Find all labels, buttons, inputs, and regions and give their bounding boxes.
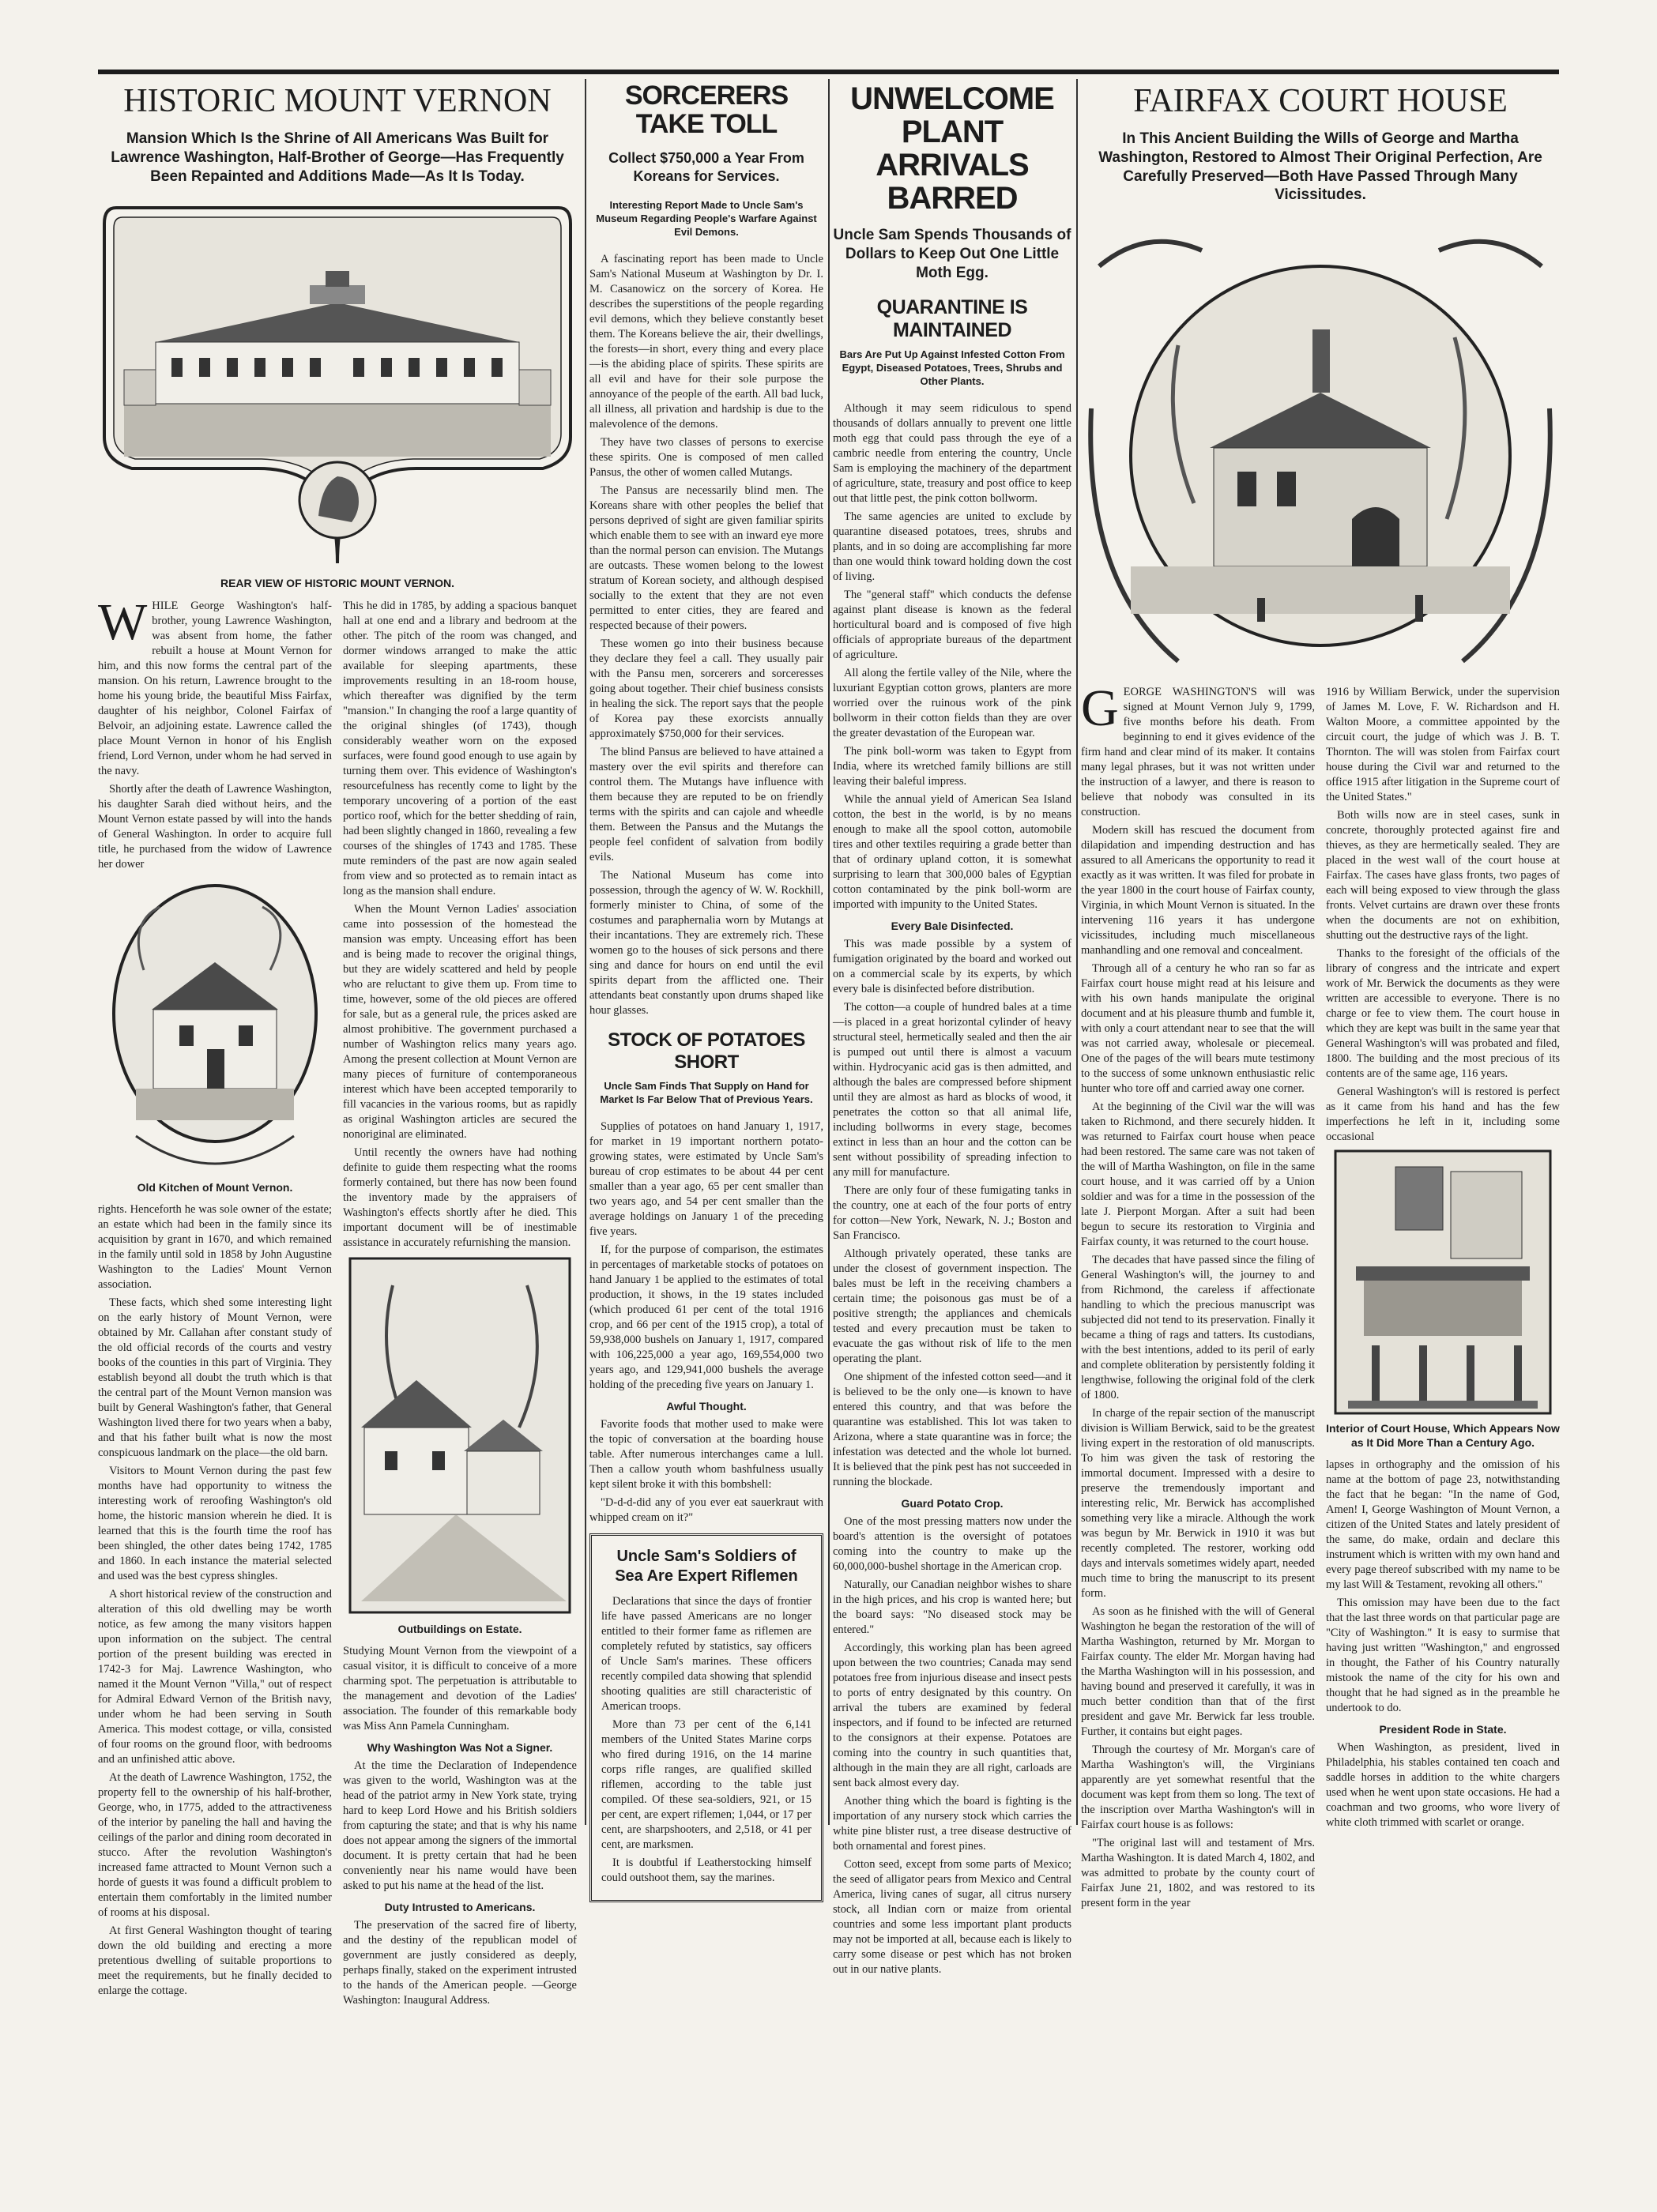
deck: Mansion Which Is the Shrine of All Americans Was Built for Lawrence Washington, Half-Brother of George—Has Frequently Been Repainted and Additions Made—As It Is Today.	[111, 130, 564, 185]
article-plant-quarantine	[833, 79, 1071, 1976]
paragraph: HILE George Washington's half-brother, young Lawrence Washington, was absent from home, the father rebuilt a house at Mount Vernon for him, and this now forms the central part of the mansion. On his return, Lawrence brought to the home his young bride, the beautiful Miss Fairfax, daughter of his neighbor, Colonel Fairfax of Belvoir, an adjoining estate. Lawrence called the place Mount Vernon in honor of his English friend, Lord Vernon, under whom he had served in the navy.	[98, 599, 332, 777]
paragraph: lapses in orthography and the omission of his name at the bottom of page 23, notwithstanding the fact that he began: "In the name of God, Amen! I, George Washington of Mount Vernon, a citizen of the United States and lately president of the same, do make, ordain and declare this instrument which is written with my own hand and every page thereof subscribed with my name to be my last Will & Testament, revoking all others."	[1326, 1458, 1560, 1592]
text-column-left	[98, 592, 332, 2011]
paragraph: A short historical review of the construction and alteration of this old dwelling may be worth notice, as few among the many visitors happen upon information on the subject. The central portion of the present building was erected in 1742-3 for Maj. Lawrence Washington, who named it the Mount Vernon "Villa," out of respect for Admiral Edward Vernon of the British navy, under whom he had been serving in South America. This modest cottage, or villa, consisted of four rooms on the ground floor, with bedrooms and an unfinished attic above.	[98, 1587, 332, 1766]
paragraph: A fascinating report has been made to Uncle Sam's National Museum at Washington by Dr. I. M. Casanowicz on the sorcery of Korea. He describes the superstitions of the people regarding evil demons, which they believe constantly beset them. The Koreans believe the air, their dwellings, the forests—in short, every thing and every place—is the abiding place of spirits. These spirits are all evil and have for their sole purpose the annoyance of the people of the earth. All bad luck, all illness, all privation and hardship is due to the malevolence of the demons.	[589, 253, 823, 431]
caption: Interior of Court House, Which Appears Now as It Did More Than a Century Ago.	[1326, 1422, 1560, 1450]
paragraph: Until recently the owners have had nothing definite to guide them respecting what the rooms formerly contained, but there has now been found the inventory made by the appraisers of Washington's effects shortly after he died. This important document will be of inestimable assistance in accurately refurnishing the mansion.	[343, 1146, 577, 1249]
paragraph: The "general staff" which conducts the defense against plant disease is known as the federal horticultural board and is composed of five high officials of appropriate bureaus of the department of agriculture.	[833, 588, 1071, 661]
paragraph: As soon as he finished with the will of General Washington he began the restoration of the will of Martha Washington, returned by Mr. Morgan to Fairfax county. The elder Mr. Morgan having had the Martha Washington will in his possession, and having bound and preserved it carefully, it was in much better condition than that of the first president and gave Mr. Berwick far less trouble. Further, it contains but eight pages.	[1081, 1605, 1315, 1739]
text-column-right	[343, 599, 577, 2011]
paragraph: The blind Pansus are believed to have attained a mastery over the evil spirits and therefore can control them. The Mutangs have influence with them because they are reputed to be on friendly terms with the spirits and can cajole and wheedle them. Between the Pansus and the Mutangs the people feel confident of salvation from bodily evils.	[589, 746, 823, 864]
paragraph: If, for the purpose of comparison, the estimates in percentages of marketable stocks of potatoes on hand January 1 be applied to the estimates of total production, it shows, in the 19 states included (which produced 61 per cent of the total 1916 crop, and 66 per cent of the 1915 crop), a total of 59,938,000 bushels on January 1, 1917, compared with 106,225,000 a year ago, 169,554,000 two years ago, and 129,941,000 bushels the average holding of the preceding five years on January 1.	[589, 1243, 823, 1391]
paragraph: Through the courtesy of Mr. Morgan's care of Martha Washington's will, the Virginians apparently are yet somewhat resentful that the document was kept from them so long. The text of the inscription over Martha Washington's will in Fairfax court house is as follows:	[1081, 1744, 1315, 1832]
paragraph: In charge of the repair section of the manuscript division is William Berwick, said to be the greatest living expert in the restoration of old manuscripts. To him was given the task of restoring the immortal document. Impressed with a desire to preserve the tremendously important and interesting relic, Mr. Berwick has accomplished something very like a miracle. Although the work was begun by Mr. Berwick in 1910 it was but recently completed. The restorer, working odd days and intervals sometimes widely apart, needed much time to bring the manuscript to its present form.	[1081, 1407, 1315, 1601]
paragraph: There are only four of these fumigating tanks in the country, one at each of the four ports of entry for cotton—New York, Newark, N. J.; Boston and San Francisco.	[833, 1183, 1071, 1242]
column-rule	[585, 79, 586, 1825]
paragraph: General Washington's will is restored is perfect as it came from his hand and has the few imperfections he left in it, including some occasional	[1326, 1085, 1560, 1144]
paragraph: Another thing which the board is fighting is the importation of any nursery stock which carries the white pine blister rust, a tree disease destructive of both ornamental and forest pines.	[833, 1794, 1071, 1853]
paragraph: These women go into their business because they declare they feel a call. They usually pair with the Pansu men, sorcerers and sorceresses going about together. Their chief business consists in healing the sick. The report says that the people of Korea pay these exorcists annually approximately $750,000 for their services.	[589, 638, 823, 741]
paragraph: At the time the Declaration of Independence was given to the world, Washington was at the head of the patriot army in New York state, trying hard to keep Lord Howe and his British soldiers from capturing the state; and that is why his name does not appear among the signers of the immortal document. It is pretty certain that had he been conveniently near his name would have been asked to put his name at the head of the list.	[343, 1759, 577, 1892]
outbuildings-illustration	[345, 1254, 574, 1617]
subdeck: Bars Are Put Up Against Infested Cotton From Egypt, Diseased Potatoes, Trees, Shrubs and Other Plants.	[839, 348, 1065, 388]
subdeck: Interesting Report Made to Uncle Sam's Museum Regarding People's Warfare Against Evil Demons.	[596, 199, 817, 239]
paragraph: This omission may have been due to the fact that the last three words on that particular page are "City of Washington." It is easy to surmise that having just written "Washington," and engrossed in thought, the Father of his Country naturally mistook the name of the city for his own and thought that he had signed as in the preamble he undertook to do.	[1326, 1597, 1560, 1715]
headline: SORCERERS TAKE TOLL	[624, 81, 789, 139]
subhead: Guard Potato Crop.	[901, 1496, 1004, 1510]
deck: Uncle Sam Spends Thousands of Dollars to Keep Out One Little Moth Egg.	[833, 227, 1071, 281]
paragraph: Naturally, our Canadian neighbor wishes to share in the high prices, and his crop is wanted here; but the board says: "No diseased stock may be entered."	[833, 1578, 1071, 1636]
paragraph: It is doubtful if Leatherstocking himself could outshoot them, say the marines.	[601, 1856, 812, 1884]
caption: Old Kitchen of Mount Vernon.	[137, 1180, 293, 1194]
paragraph: Supplies of potatoes on hand January 1, 1917, for market in 19 important northern potato-growing states, were estimated by Uncle Sam's bureau of crop estimates to be about 44 per cent smaller than a year ago, 65 per cent smaller than two years ago, and 54 per cent smaller than the average holdings on January 1 of the preceding five years.	[589, 1119, 823, 1238]
headline: HISTORIC MOUNT VERNON	[123, 83, 552, 119]
paragraph: The preservation of the sacred fire of liberty, and the destiny of the republican model of government are justly considered as deeply, perhaps finally, staked on the experiment intrusted to the hands of the American people. —George Washington: Inaugural Address.	[343, 1918, 577, 2007]
paragraph: This he did in 1785, by adding a spacious banquet hall at one end and a library and bedroom at the other. The pitch of the room was changed, and dormer windows arranged to make the attic available for sleeping apartments, these improvements resulting in an 18-room house, which thereafter was dignified by the term "mansion." In changing the roof a large quantity of the original shingles (of 1743), though considerably weather worn on the exposed surfaces, were found good enough to use again by turning them over. This evidence of Washington's resourcefulness has recently come to light by the temporary uncovering of a portion of the east portico roof, which for the better shedding of rain, had been slightly changed in 1860, revealing a few courses of the shingles of 1743 and 1785. These mute reminders of the past are now again sealed from view and so protected as to remain intact as long as the mansion shall endure.	[343, 599, 577, 897]
caption: Outbuildings on Estate.	[397, 1622, 522, 1635]
paragraph: "D-d-d-did any of you ever eat sauerkraut with whipped cream on it?"	[589, 1495, 823, 1524]
paragraph: rights. Henceforth he was sole owner of the estate; an estate which had been in the family since its acquisition by grant in 1670, and which remained in the family until sold in 1858 by John Augustine Washington to the Ladies' Mount Vernon association.	[98, 1202, 332, 1291]
court-house-illustration	[1083, 219, 1557, 677]
paragraph: Although privately operated, these tanks are under the closest of government inspection. The bales must be left in the receiving chambers a certain time; the poisonous gas must be of a positive strength; the appliances and chemicals tested and every precaution must be taken to evacuate the gas without risk of life to the men operating the plant.	[833, 1247, 1071, 1365]
paragraph: When Washington, as president, lived in Philadelphia, his stables contained ten coach and saddle horses in addition to the white chargers used when he went upon state occasions. He had a coachman and two grooms, who wore livery of white cloth trimmed with scarlet or orange.	[1326, 1741, 1560, 1830]
paragraph: Accordingly, this working plan has been agreed upon between the two countries; Canada may send potatoes free from injurious disease and insect pests to ports of entry designated by this country. On arrival the tubers are examined by federal inspectors, and if found to be infected are returned to the consignors at their expense. Potatoes are coming into the country in such quantities that, although in the main they are all right, carloads are sent back almost every day.	[833, 1641, 1071, 1789]
paragraph: Favorite foods that mother used to make were the topic of conversation at the boarding house table. After numerous interchanges came a lull. Then a callow youth whom bashfulness usually kept silent broke it with this bombshell:	[589, 1417, 823, 1491]
paragraph: The cotton—a couple of hundred bales at a time—is placed in a great horizontal cylinder of heavy structural steel, hermetically sealed and then the air is pumped out until there is almost a vacuum within. Hydrocyanic acid gas is then admitted, and although the bales are compressed before shipment until they are almost as hard as blocks of wood, it penetrates the cotton so that all animal life, including bollworms in every stage, becomes extinct in less than an hour and the cotton can be sent without possibility of spreading infection to any mill for manufacture.	[833, 1000, 1071, 1179]
deck: Collect $750,000 a Year From Koreans for Services.	[608, 150, 804, 184]
paragraph: Through all of a century he who ran so far as Fairfax court house might read at his leisure and with his own hands manipulate the original document and at his pleasure thumb and fumble it, with only a court attendant near to see that the will was not carried away, wholesale or piecemeal. One of the pages of the will bears mute testimony to the success of some unknown enthusiastic relic hunter who tore off and carried away one corner.	[1081, 962, 1315, 1096]
column-rule	[1076, 79, 1078, 1825]
paragraph: Cotton seed, except from some parts of Mexico; the seed of alligator pears from Mexico and Central America, living canes of sugar, all citrus nursery stock, all Indian corn or maize from oriental countries and some less important plant products may not be imported at all, because each is likely to carry some disease or pest which has not broken out in our native plants.	[833, 1857, 1071, 1976]
article-mount-vernon	[98, 79, 577, 2007]
caption: REAR VIEW OF HISTORIC MOUNT VERNON.	[220, 577, 455, 590]
paragraph: They have two classes of persons to exercise these spirits. One is composed of men called Pansus, the other of women called Mutangs.	[589, 436, 823, 480]
paragraph: This was made possible by a system of fumigation originated by the board and worked out on a commercial scale by its experts, by which every bale is disinfected before distribution.	[833, 937, 1071, 995]
top-rule	[98, 70, 1559, 74]
paragraph: Although it may seem ridiculous to spend thousands of dollars annually to prevent one little moth egg that could pass through the eye of a cambric needle from entering the country, Uncle Sam is employing the machinery of the department of agriculture, state, treasury and post office to keep out that little pest, the pink cotton bollworm.	[833, 401, 1071, 505]
paragraph: One shipment of the infested cotton seed—and it is believed to be the only one—is known to have entered this country, and that was before the quarantine was established. This lot was taken to Arizona, where a state quarantine was in force; the infestation was detected and the whole lot burned. It is believed that the pink pest has not succeeded in running the blockade.	[833, 1370, 1071, 1488]
paragraph: EORGE WASHINGTON'S will was signed at Mount Vernon July 9, 1799, five months before his death. From beginning to end it gives evidence of the firm hand and clear mind of its maker. It contains many legal phrases, but it was not written under the instruction of a lawyer, and there is reason to believe that nobody was consulted in its construction.	[1081, 686, 1315, 819]
subhead: Awful Thought.	[666, 1399, 747, 1413]
article-fairfax	[1081, 79, 1560, 1910]
section-headline: STOCK OF POTATOES SHORT	[608, 1029, 805, 1074]
paragraph: At the death of Lawrence Washington, 1752, the property fell to the ownership of his half-brother, George, who, in 1775, added to the attractiveness of the interior by paneling the hall and having the ceilings of the parlor and dining room decorated in stucco. After the revolution Washington's increased fame attracted to Mount Vernon such a horde of guests it was found a difficult problem to entertain them comfortably in the limited number of rooms at his disposal.	[98, 1770, 332, 1919]
paragraph: At first General Washington thought of tearing down the old building and erecting a more pretentious dwelling of suitable proportions to meet the requirements, but he finally decided to enlarge the cottage.	[98, 1924, 332, 1997]
text-column-right	[1326, 685, 1560, 1914]
paragraph: The decades that have passed since the filing of General Washington's will, the journey to and from Richmond, the careless if affectionate handling to which the precious manuscript was subjected did not tend to its preservation. Finally it became a thing of rags and tatters. Its custodians, with the best intentions, added to its peril of early and complete obliteration by persistently folding it lengthwise, following the original fold of the clerk of 1800.	[1081, 1254, 1315, 1402]
text-column-left	[1081, 679, 1315, 1914]
headline: FAIRFAX COURT HOUSE	[1133, 83, 1508, 119]
paragraph: These facts, which shed some interesting light on the early history of Mount Vernon, were obtained by Mr. Callahan after constant study of the old official records of the courts and vestry books of the counties in this part of Virginia. They establish beyond all doubt the truth which is that the central part of the Mount Vernon mansion was built by General Washington's father, that General Washington lived there for two years when a baby, and that his father built what is now the most conspicuous landmark on the place—the old barn.	[98, 1296, 332, 1459]
paragraph: 1916 by William Berwick, under the supervision of James M. Love, F. W. Richardson and H. Walton Moore, a committee appointed by the circuit court, the judge of which was J. B. T. Thornton. The will was stolen from Fairfax court house during the Civil war and returned to the office 1915 after litigation in the Supreme court of the United States."	[1326, 686, 1560, 804]
subhead: Duty Intrusted to Americans.	[384, 1900, 536, 1913]
paragraph: "The original last will and testament of Mrs. Martha Washington. It is dated March 4, 1802, and was admitted to probate by the county court of Fairfax June 21, 1802, and was restored to its present form in the year	[1081, 1837, 1315, 1910]
paragraph: One of the most pressing matters now under the board's attention is the oversight of potatoes coming into the country to make up the 60,000,000-bushel shortage in the American crop.	[833, 1514, 1071, 1573]
paragraph: The National Museum has come into possession, through the agency of W. W. Rockhill, formerly minister to China, of some of the costumes and paraphernalia worn by Mutangs at their incantations. They are extremely rich. These women go to the houses of sick persons and there sing and dance for hours on end until the evil spirits depart from the afflicted one. Their attendants beat constantly upon drums shaped like hour glasses.	[589, 869, 823, 1018]
paragraph: All along the fertile valley of the Nile, where the luxuriant Egyptian cotton grows, planters are more worried over the ruinous work of the pink bollworm in their cotton fields than they are over the greater devastation of the European war.	[833, 666, 1071, 739]
court-interior-illustration	[1332, 1148, 1553, 1416]
mount-vernon-illustration	[100, 200, 574, 571]
paragraph: Shortly after the death of Lawrence Washington, his daughter Sarah died without heirs, and the Mount Vernon estate passed by will into the hands of General Washington. In order to acquire full title, he purchased from the widow of Lawrence her dower	[98, 782, 332, 871]
box-headline: Uncle Sam's Soldiers of Sea Are Expert Riflemen	[615, 1547, 798, 1585]
column-rule	[828, 79, 830, 1825]
paragraph: Thanks to the foresight of the officials of the library of congress and the intricate and expert work of Mr. Berwick the documents as they were written are accessible to everyone. There is no charge or fee to view them. The court house in which they are kept was built in the same year that General Washington's will was probated and filed, 1800. The building and the most precious of its contents are of the same age, 116 years.	[1326, 947, 1560, 1081]
subdeck: Uncle Sam Finds That Supply on Hand for Market Is Far Below That of Previous Years.	[600, 1080, 813, 1105]
headline: UNWELCOME PLANT ARRIVALS BARRED	[850, 81, 1054, 216]
paragraph: When the Mount Vernon Ladies' association came into possession of the homestead the mansion was empty. Unceasing effort has been and is being made to recover the original things, but they are widely scattered and held by people who are reluctant to give them up. From time to time, however, some of the old pieces are offered for sale, but as a general rule, the prices asked are almost prohibitive. The government purchased a number of Washington relics many years ago. Among the present collection at Mount Vernon are many pieces of furniture of contemporaneous interest which have been accepted temporarily to fill vacancies in the various rooms, but as rapidly as original Washington articles are secured the nonoriginal are eliminated.	[343, 902, 577, 1141]
paragraph: While the annual yield of American Sea Island cotton, the best in the world, is by no means enough to make all the spool cotton, automobile tires and other textiles requiring a grade better than that of ordinary upland cotton, it is somewhat surprising to learn that 300,000 bales of Egyptian cotton contaminated by the pink boll-worm are imported with impunity to the United States.	[833, 792, 1071, 911]
paragraph: The Pansus are necessarily blind men. The Koreans share with other peoples the belief that persons deprived of sight are given familiar spirits which enable them to see with an inward eye more than the normal person can envision. The Mutangs are outcasts. These women belong to the lowest stratum of Korean society, and although despised socially to the extent that they are not even permitted to enter cities, they are feared and respected because of their powers.	[589, 484, 823, 633]
old-kitchen-illustration	[104, 875, 326, 1176]
subhead: President Rode in State.	[1379, 1723, 1507, 1736]
paragraph: Declarations that since the days of frontier life have passed Americans are no longer entitled to their former fame as riflemen are completely refuted by statistics, say officers of Uncle Sam's marines. These officers recently compiled data showing that splendid shooting qualities are still characteristic of American troops.	[601, 1594, 812, 1713]
paragraph: Studying Mount Vernon from the viewpoint of a casual visitor, it is difficult to conceive of a more charming spot. The perpetuation is attributable to the management and devotion of the Ladies' association. The founder of this remarkable body was Miss Ann Pamela Cunningham.	[343, 1644, 577, 1732]
paragraph: Modern skill has rescued the document from dilapidation and impending destruction and has assured to all Americans the opportunity to read it exactly as it was written. It was filed for probate in the year 1800 in the court house of Fairfax county, Virginia, in which Mount Vernon is situated. In the intervening 116 years it has undergone vicissitudes, including much miscellaneous manhandling and one removal and concealment.	[1081, 824, 1315, 957]
paragraph: At the beginning of the Civil war the will was taken to Richmond, and there securely hidden. It was returned to Fairfax court house when peace had been restored. The same care was not taken of the will of Martha Washington, on file in the same court house, and it was carried off by a Union soldier and was for a time in the possession of the late J. Pierpont Morgan. After a suit had been begun to secure its restoration to Virginia and Fairfax county, it was returned to the court house.	[1081, 1100, 1315, 1249]
deck: In This Ancient Building the Wills of George and Martha Washington, Restored to Almost Their Original Perfection, Are Carefully Preserved—Both Have Passed Through Many Vicissitudes.	[1098, 130, 1542, 204]
drop-cap: G	[1081, 679, 1119, 738]
paragraph: The pink boll-worm was taken to Egypt from India, where its wretched family billions are still leaving their baleful impress.	[833, 744, 1071, 788]
paragraph: Both wills now are in steel cases, sunk in concrete, thoroughly protected against fire and thieves, as they are hermetically sealed. They are placed in the west wall of the court house at Fairfax. The cases have glass fronts, two pages of each will being exposed to view through the glass fronts. Velvet curtains are drawn over these fronts when the documents are not on exhibition, shutting out the destructive rays of the light.	[1326, 809, 1560, 942]
drop-cap: W	[98, 592, 148, 651]
subhead: Why Washington Was Not a Signer.	[367, 1740, 553, 1754]
article-sorcerers	[589, 79, 823, 1884]
subhead: Every Bale Disinfected.	[891, 919, 1014, 932]
riflemen-box	[589, 1533, 823, 1902]
paragraph: More than 73 per cent of the 6,141 members of the United States Marine corps who fired during 1916, on the 14 marine corps rifle ranges, are qualified skilled riflemen, according to the table just compiled. Of these sea-soldiers, 921, or 15 per cent, are expert riflemen; 1,044, or 17 per cent, are sharpshooters, and 2,518, or 41 per cent, are marksmen.	[601, 1717, 812, 1851]
paragraph: Visitors to Mount Vernon during the past few months have had opportunity to witness the interesting work of reroofing Washington's old home, the historic mansion wherein he died. It is learned that this is the fourth time the roof has been shingled, the other dates being 1742, 1785 and 1860. In each instance the material selected and used was the best cypress shingles.	[98, 1464, 332, 1582]
section-headline: QUARANTINE IS MAINTAINED	[876, 296, 1028, 342]
paragraph: The same agencies are united to exclude by quarantine diseased potatoes, trees, shrubs and plants, and in so doing are accomplishing far more than one would think toward holding down the cost of living.	[833, 510, 1071, 583]
